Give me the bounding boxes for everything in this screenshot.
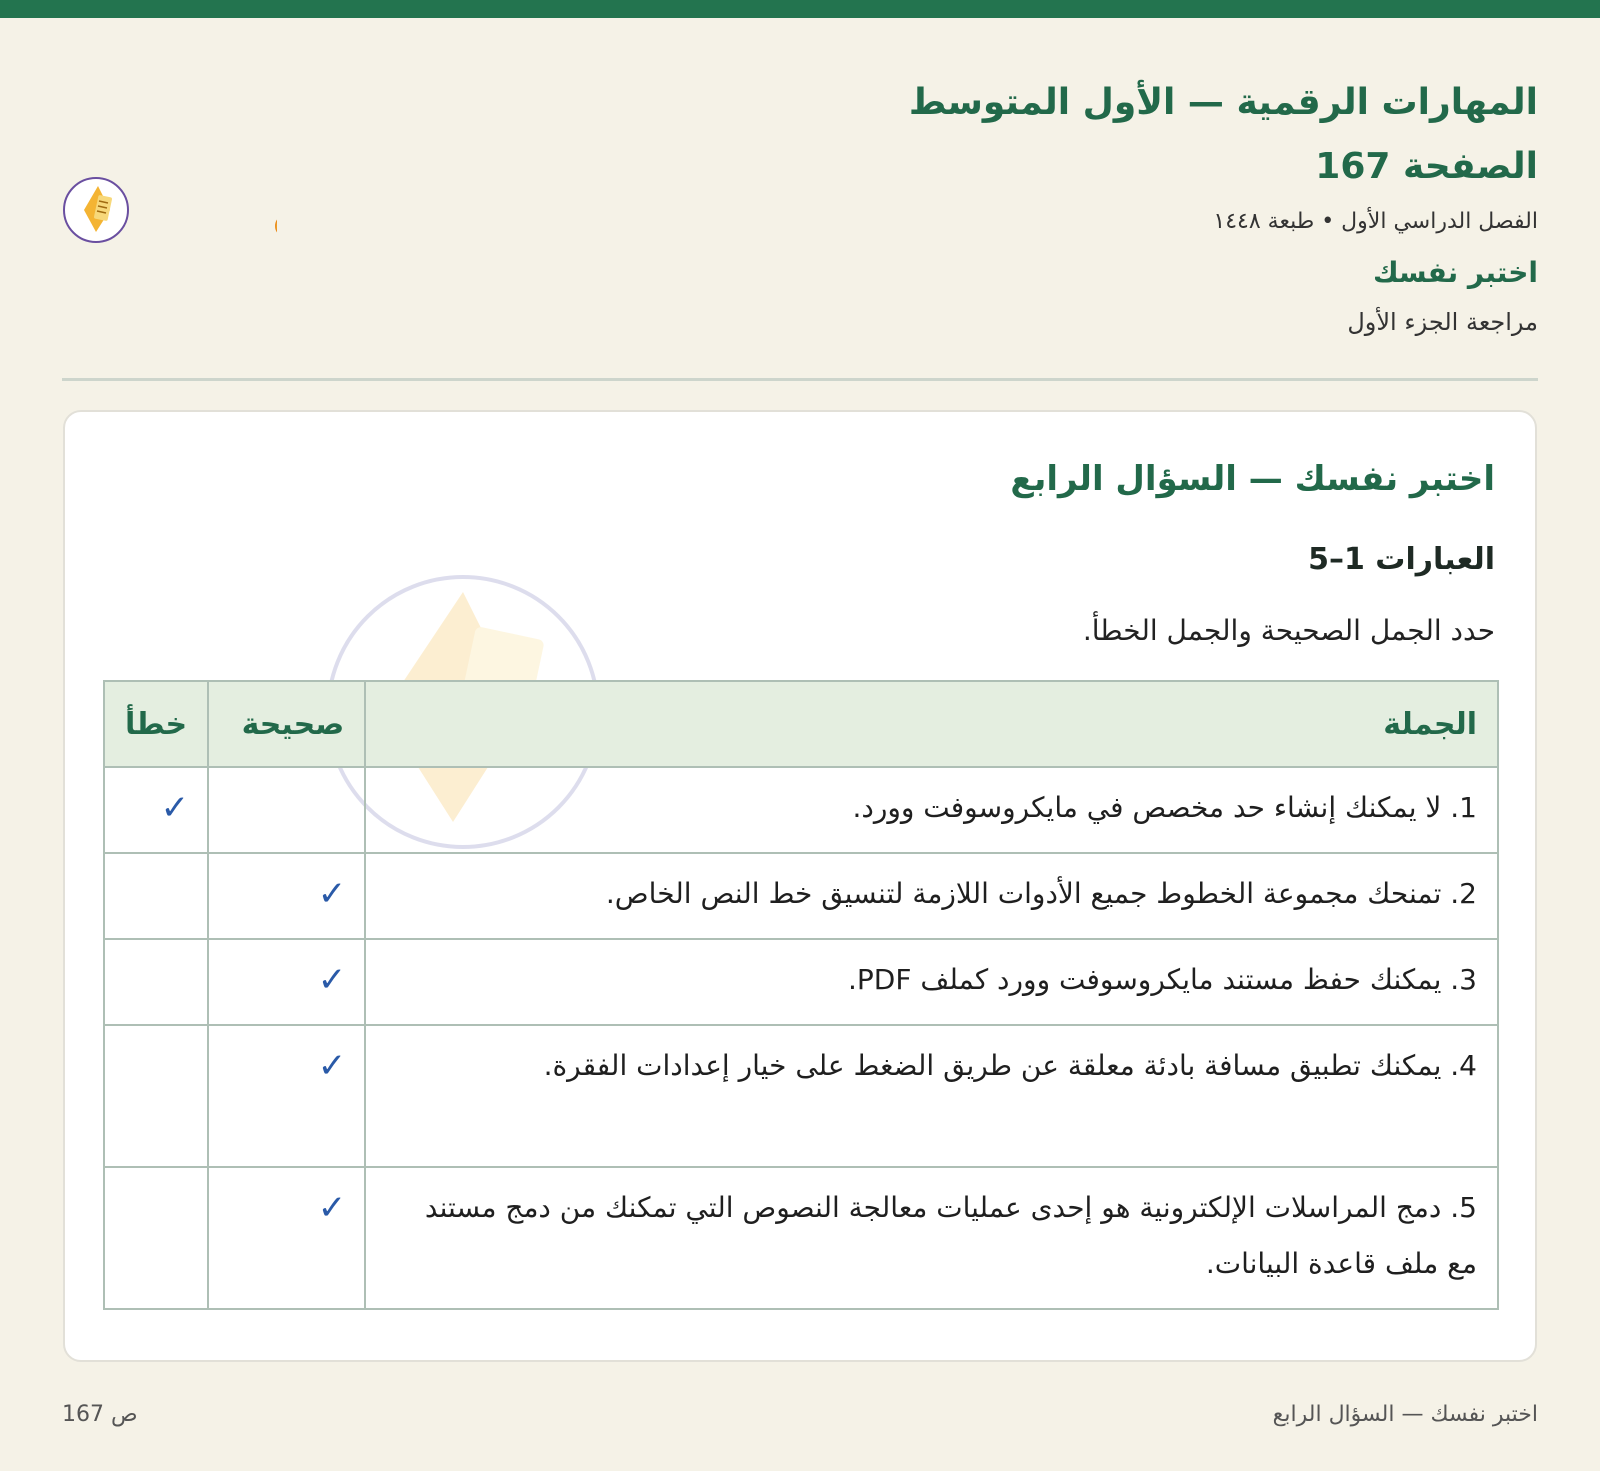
table-row [104,1167,1498,1309]
header-sentence: الجملة [365,681,1498,767]
false-check-mark[interactable] [104,1025,208,1167]
page-title: الصفحة 167 [1315,146,1538,187]
true-check-mark[interactable] [208,767,365,853]
section-subtitle: مراجعة الجزء الأول [1347,308,1538,336]
true-check-mark[interactable]: ✓ [208,1025,365,1167]
book-icon [62,170,277,250]
top-accent-bar [0,0,1600,18]
false-check-mark[interactable]: ✓ [104,767,208,853]
false-check-mark[interactable] [104,853,208,939]
table-row [104,1025,1498,1167]
book-title: المهارات الرقمية — الأول المتوسط [908,82,1538,123]
page-header [62,78,1538,348]
false-check-mark[interactable] [104,1167,208,1309]
header-text-block [909,78,1538,340]
sentence-cell: 4. يمكنك تطبيق مسافة بادئة معلقة عن طريق الضغط على خيار إعدادات الفقرة. [365,1025,1498,1167]
false-check-mark[interactable] [104,939,208,1025]
sentence-cell: 2. تمنحك مجموعة الخطوط جميع الأدوات اللازمة لتنسيق خط النص الخاص. [365,853,1498,939]
true-check-mark[interactable]: ✓ [208,853,365,939]
footer-page-number: ص 167 [62,1402,138,1427]
sentence-cell: 1. لا يمكنك إنشاء حد مخصص في مايكروسوفت وورد. [365,767,1498,853]
table-header-row [104,681,1498,767]
header-divider [62,378,1538,381]
logo-text [272,181,277,241]
edition-meta: الفصل الدراسي الأول • طبعة ١٤٤٨ [1213,209,1538,234]
header-false: خطأ [104,681,208,767]
table-row [104,939,1498,1025]
question-title: اختبر نفسك — السؤال الرابع [1010,459,1495,499]
table-row [104,767,1498,853]
hulul-logo[interactable] [62,170,277,250]
header-true: صحيحة [208,681,365,767]
sentence-cell: 3. يمكنك حفظ مستند مايكروسوفت وورد كملف PDF. [365,939,1498,1025]
section-label: اختبر نفسك [1372,256,1538,289]
sentence-cell: 5. دمج المراسلات الإلكترونية هو إحدى عمليات معالجة النصوص التي تمكنك من دمج مستند مع ملف قاعدة البيانات. [365,1167,1498,1309]
footer-section-label: اختبر نفسك — السؤال الرابع [1272,1402,1538,1427]
question-card [63,410,1537,1362]
statements-subtitle: العبارات 1–5 [1308,542,1495,577]
true-check-mark[interactable]: ✓ [208,1167,365,1309]
instruction-text: حدد الجمل الصحيحة والجمل الخطأ. [1082,614,1495,647]
table-row [104,853,1498,939]
true-false-table [103,680,1499,1310]
true-check-mark[interactable]: ✓ [208,939,365,1025]
